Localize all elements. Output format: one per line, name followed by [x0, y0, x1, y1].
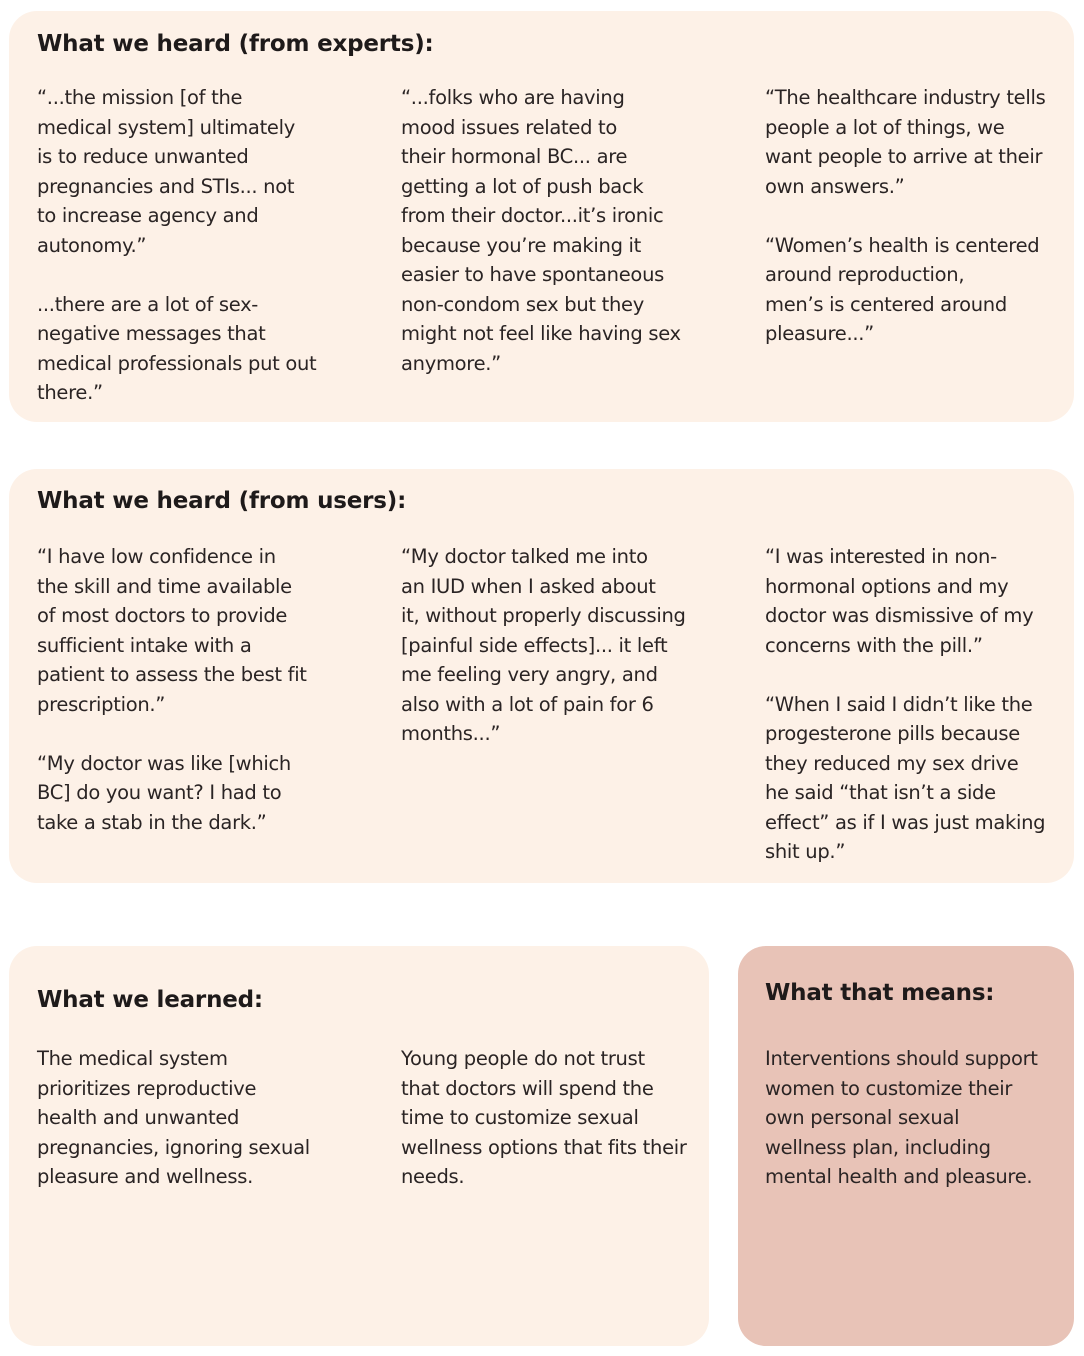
means-body: Interventions should support women to customize their own personal sexual wellness plan, including mental health and pleasure. [765, 1047, 1038, 1188]
means-column [765, 1044, 1065, 1192]
users-quotes [37, 542, 1057, 872]
learned-finding: Young people do not trust that doctors will spend the time to customize sexual wellness options that fits their needs. [401, 1047, 687, 1188]
experts-quote: “...folks who are having mood issues related to their hormonal BC... are getting a lot of push back from their doctor...it’s ironic because you’re making it easier to have spontaneous non-condom sex but they might not feel like having sex anymore.” [401, 86, 681, 375]
users-heading: What we heard (from users): [37, 488, 407, 514]
experts-quote: “...the mission [of the medical system] ultimately is to reduce unwanted pregnancies and STIs... not to increase agency and autonomy.” [37, 86, 295, 257]
experts-quotes [37, 83, 1057, 413]
means-card [738, 946, 1074, 1346]
users-quote: “I have low confidence in the skill and time available of most doctors to provide sufficient intake with a patient to assess the best fit prescription.” [37, 545, 307, 716]
users-card [9, 469, 1074, 883]
experts-card [9, 11, 1074, 422]
users-quote: “My doctor was like [which BC] do you want? I had to take a stab in the dark.” [37, 751, 291, 834]
learned-finding: The medical system prioritizes reproductive health and unwanted pregnancies, ignoring sexual pleasure and wellness. [37, 1047, 310, 1188]
learned-column-2 [401, 1044, 731, 1192]
means-heading: What that means: [765, 980, 995, 1006]
users-column-1 [37, 542, 367, 837]
users-quote: “When I said I didn’t like the progesterone pills because they reduced my sex drive he said “that isn’t a side effect” as if I was just making shit up.” [765, 692, 1046, 863]
experts-column-2 [401, 83, 731, 378]
learned-heading: What we learned: [37, 987, 263, 1013]
learned-findings [37, 1044, 697, 1294]
learned-column-1 [37, 1044, 367, 1192]
experts-heading: What we heard (from experts): [37, 31, 434, 57]
means-content [765, 1044, 1065, 1294]
users-column-3 [765, 542, 1065, 867]
experts-column-1 [37, 83, 367, 408]
users-column-2 [401, 542, 731, 749]
experts-quote: “Women’s health is centered around reproduction, men’s is centered around pleasure...” [765, 233, 1040, 345]
users-quote: “I was interested in non- hormonal options and my doctor was dismissive of my concerns with the pill.” [765, 545, 1034, 657]
experts-column-3 [765, 83, 1065, 349]
learned-card [9, 946, 709, 1346]
users-quote: “My doctor talked me into an IUD when I asked about it, without properly discussing [painful side effects]... it left me feeling very angry, and also with a lot of pain for 6 months...” [401, 545, 686, 745]
experts-quote: “The healthcare industry tells people a lot of things, we want people to arrive at their own answers.” [765, 86, 1046, 198]
experts-quote: ...there are a lot of sex- negative messages that medical professionals put out there.” [37, 292, 317, 404]
